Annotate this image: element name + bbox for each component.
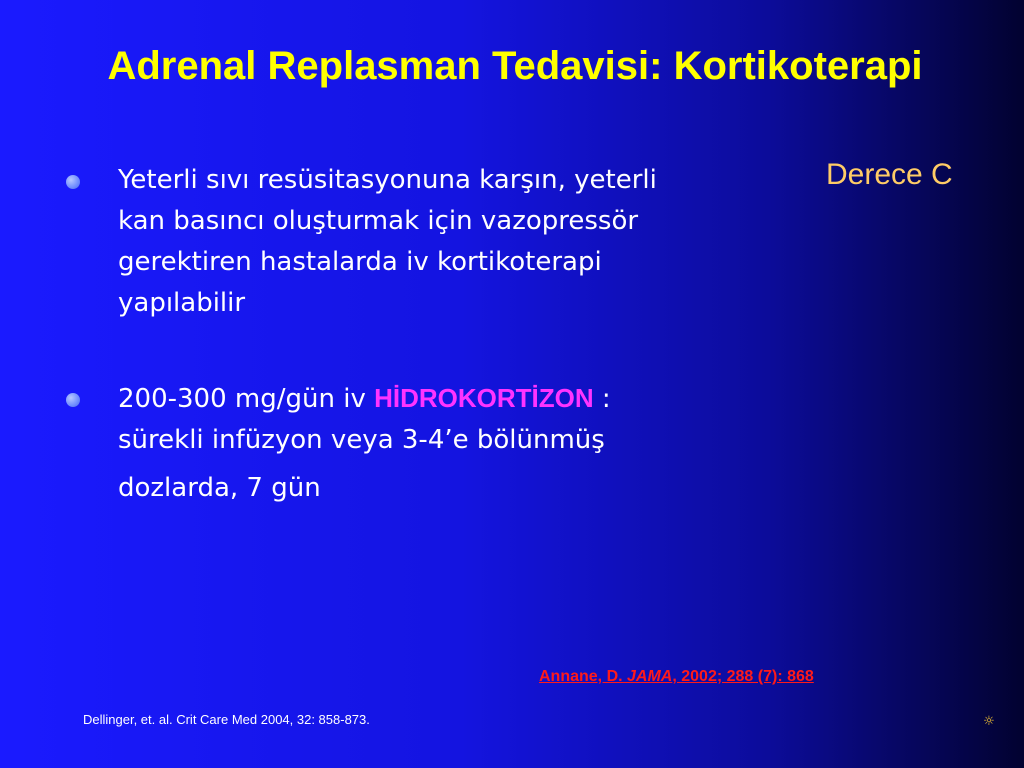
bullet-line: kan basıncı oluşturmak için vazopressör	[118, 206, 639, 236]
bullet-item-1	[60, 160, 780, 324]
bullet-line: sürekli infüzyon veya 3-4’e bölünmüş	[118, 425, 605, 455]
evidence-grade: Derece C	[826, 158, 953, 191]
bullet-dot-icon	[66, 175, 80, 189]
bullet-line: dozlarda, 7 gün	[118, 473, 321, 503]
bullet-line: gerektiren hastalarda iv kortikoterapi	[118, 247, 602, 277]
slide-title: Adrenal Replasman Tedavisi: Kortikoterapi	[107, 44, 923, 88]
bullet-line: Yeterli sıvı resüsitasyonuna karşın, yeterli	[118, 165, 657, 195]
footer-reference: Dellinger, et. al. Crit Care Med 2004, 32: 858-873.	[83, 712, 370, 727]
dose-text: 200-300 mg/gün iv	[118, 384, 375, 414]
reference-journal: JAMA	[627, 668, 673, 685]
reference-citation: , 2002; 288 (7): 868	[672, 668, 814, 685]
sun-icon[interactable]: ☼	[983, 714, 995, 729]
bullet-line	[118, 378, 780, 420]
bullet-text-1	[118, 160, 780, 324]
bullet-dot-icon	[66, 393, 80, 407]
bullet-text-2	[118, 378, 780, 515]
bullet-item-2	[60, 378, 780, 515]
reference-link[interactable]	[539, 668, 814, 686]
reference-author: Annane, D.	[539, 668, 628, 685]
dose-suffix: :	[593, 384, 611, 414]
drug-name: HİDROKORTİZON	[374, 383, 594, 413]
bullet-line: yapılabilir	[118, 288, 246, 318]
